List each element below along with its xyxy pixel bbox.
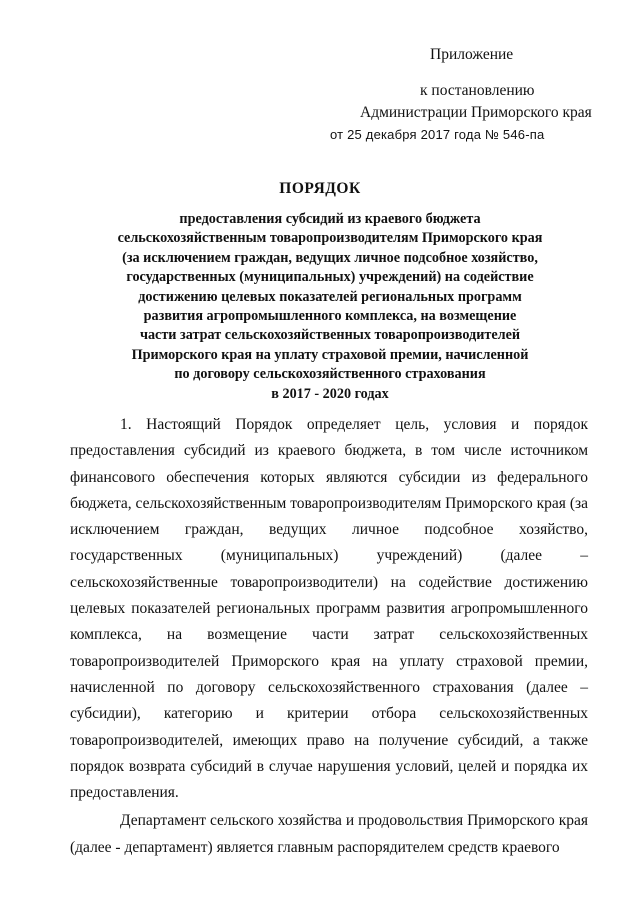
appendix-block: [320, 44, 620, 146]
appendix-authority: Администрации Приморского края: [360, 104, 592, 121]
appendix-label: Приложение: [430, 46, 514, 63]
subtitle-line: предоставления субсидий из краевого бюджета: [179, 211, 481, 227]
document-subtitle: [70, 210, 590, 404]
subtitle-line: достижению целевых показателей региональных программ: [138, 288, 522, 305]
subtitle-line: по договору сельскохозяйственного страхования: [174, 366, 486, 383]
subtitle-line: государственных (муниципальных) учреждений) на содействие: [126, 269, 534, 286]
subtitle-line: сельскохозяйственным товаропроизводителям Приморского края: [117, 230, 543, 247]
appendix-reference: к постановлению: [420, 82, 535, 99]
subtitle-line: (за исключением граждан, ведущих личное подсобное хозяйство,: [122, 249, 538, 266]
subtitle-line: части затрат сельскохозяйственных товаропроизводителей: [139, 327, 521, 344]
subtitle-line: Приморского края на уплату страховой премии, начисленной: [131, 346, 529, 363]
subtitle-line: развития агропромышленного комплекса, на возмещение: [143, 308, 517, 325]
paragraph-2: Департамент сельского хозяйства и продовольствия Приморского края (далее - департамент) является главным распорядителем средств краевого: [70, 812, 588, 856]
subtitle-line: в 2017 - 2020 годах: [271, 385, 389, 402]
document-title: ПОРЯДОК: [279, 180, 361, 197]
document-body: [70, 412, 588, 861]
appendix-date-number: от 25 декабря 2017 года № 546-па: [330, 127, 545, 142]
paragraph-1: 1. Настоящий Порядок определяет цель, условия и порядок предоставления субсидий из краевого бюджета, в том числе источником финансового обеспечения которых являются субсидии из федерального бюджета, сельскохозяйственным товаропроизводителям Приморского края (за исключением граждан, ведущих личное подсобное хозяйство, государственных (муниципальных) учреждений) (далее – сельскохозяйственные товаропроизводители) на содействие достижению целевых показателей региональных программ развития агропромышленного комплекса, на возмещение части затрат сельскохозяйственных товаропроизводителей Приморского края на уплату страховой премии, начисленной по договору сельскохозяйственного страхования (далее – субсидии), категорию и критерии отбора сельскохозяйственных товаропроизводителей, имеющих право на получение субсидий, а также порядок возврата субсидий в случае нарушения условий, целей и порядка их предоставления.: [70, 416, 588, 802]
